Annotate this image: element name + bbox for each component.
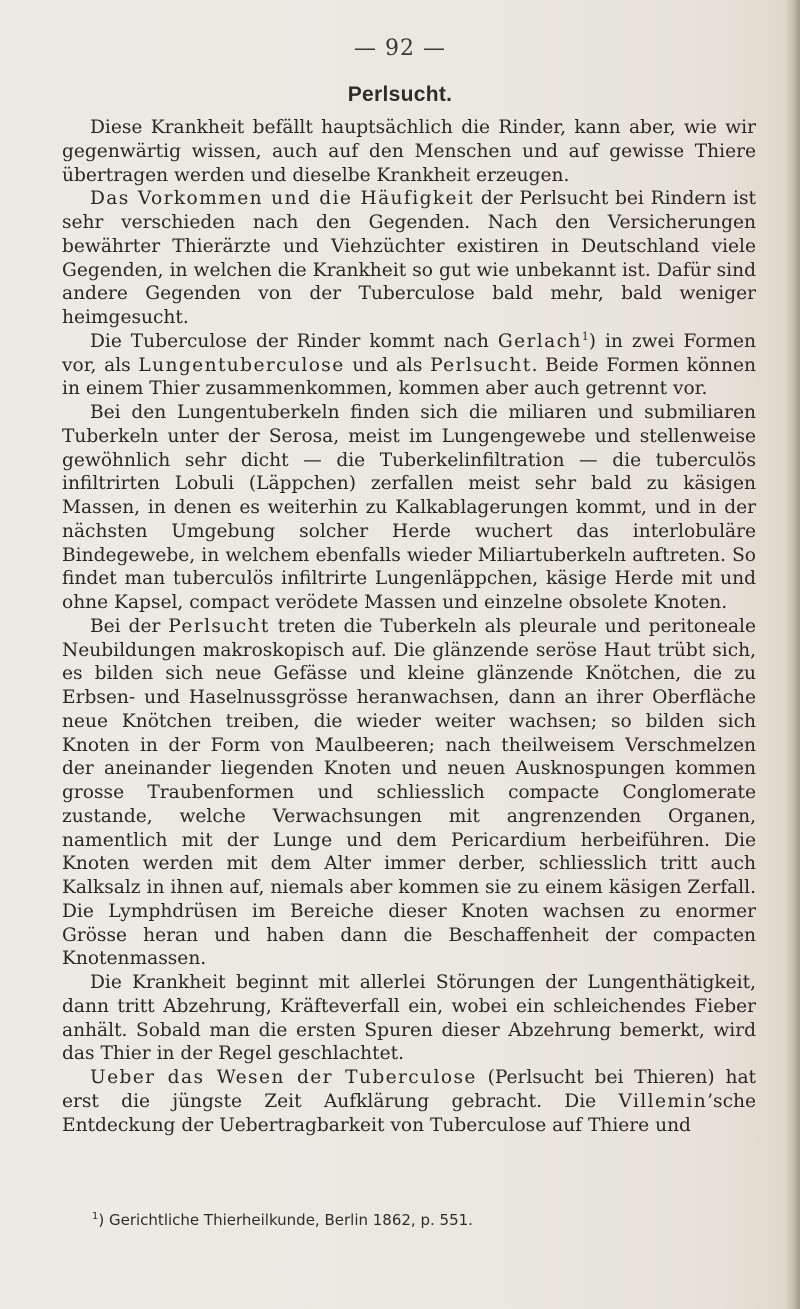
body-text	[62, 116, 756, 1137]
paragraph-2-text: der Perlsucht bei Rindern ist sehr verschieden nach den Gegenden. Nach den Versicherungen bewährter Thierärzte und Viehzüchter existiren in Deutschland viele Gegenden, in welchen die Krankheit so gut wie unbekannt ist. Dafür sind andere Gegenden von der Tuberculose bald mehr, bald weniger heimgesucht.	[62, 188, 756, 328]
page-edge-shadow	[784, 0, 800, 1309]
paragraph-5-pre: Bei der	[90, 615, 169, 637]
paragraph-3-pre: Die Tuberculose der Rinder kommt nach	[90, 330, 498, 352]
paragraph-4	[62, 401, 756, 615]
footnote-text: ) Gerichtliche Thierheilkunde, Berlin 1862, p. 551.	[98, 1211, 473, 1229]
paragraph-3	[62, 330, 756, 401]
footnote-reference: 1	[581, 329, 589, 343]
paragraph-3-and: und als	[344, 354, 431, 376]
term-perlsucht-2: Perlsucht	[168, 615, 270, 637]
term-perlsucht: Perlsucht	[430, 354, 532, 376]
paragraph-7-mid: (Perlsucht bei Thieren) hat erst die jüngste Zeit Aufklärung gebracht. Die	[62, 1067, 757, 1112]
section-heading: Perlsucht.	[347, 83, 453, 106]
paragraph-1-text: Diese Krankheit befällt hauptsächlich die Rinder, kann aber, wie wir gegenwärtig wissen, auch auf den Menschen und auf gewisse Thiere übertragen werden und dieselbe Krankheit erzeugen.	[62, 117, 756, 186]
footnote	[92, 1210, 756, 1230]
paragraph-7	[62, 1066, 756, 1137]
paragraph-2	[62, 187, 756, 330]
paragraph-3-post: . Beide Formen können in einem Thier zusammenkommen, kommen aber auch getrennt vor.	[62, 354, 756, 400]
author-name-gerlach: Gerlach	[497, 330, 582, 352]
paragraph-4-text: Bei den Lungentuberkeln finden sich die miliaren und submiliaren Tuberkeln unter der Serosa, meist im Lungengewebe und stellenweise gewöhnlich sehr dicht — die Tuberkelinfiltration — die tuberculös infiltrirten Lobuli (Läppchen) zerfallen meist sehr bald zu käsigen Massen, in denen es weiterhin zu Kalkablagerungen kommt, und in der nächsten Umgebung solcher Herde wuchert das interlobuläre Bindegewebe, in welchem ebenfalls wieder Miliartuberkeln auftreten. So findet man tuberculös infiltrirte Lungenläppchen, käsige Herde mit und ohne Kapsel, compact verödete Massen und einzelne obsolete Knoten.	[62, 402, 756, 613]
paragraph-6	[62, 971, 756, 1066]
footnote-mark: 1	[92, 1211, 99, 1222]
paragraph-2-lead: Das Vorkommen und die Häufigkeit	[90, 188, 475, 210]
paragraph-5	[62, 615, 756, 971]
page-number: — 92 —	[354, 36, 446, 61]
paragraph-7-lead: Ueber das Wesen der Tuberculose	[90, 1067, 477, 1088]
paragraph-3-mid: ) in zwei Formen vor, als	[62, 330, 756, 376]
paragraph-1	[62, 116, 756, 187]
paragraph-6-text: Die Krankheit beginnt mit allerlei Störungen der Lungenthätigkeit, dann tritt Abzehrung, Kräfteverfall ein, wobei ein schleichendes Fieber anhält. Sobald man die ersten Spuren dieser Abzehrung bemerkt, wird das Thier in der Regel geschlachtet.	[62, 972, 756, 1065]
author-name-villemin: Villemin	[618, 1090, 708, 1112]
paragraph-5-post: treten die Tuberkeln als pleurale und peritoneale Neubildungen makroskopisch auf. Die glänzende seröse Haut trübt sich, es bilden sich neue Gefässe und kleine glänzende Knötchen, die zu Erbsen- und Haselnussgrösse heranwachsen, dann an ihrer Oberfläche neue Knötchen treiben, die wieder weiter wachsen; so bilden sich Knoten in der Form von Maulbeeren; nach theilweisem Verschmelzen der aneinander liegenden Knoten und neuen Ausknospungen kommen grosse Traubenformen und schliesslich compacte Conglomerate zustande, welche Verwachsungen mit angrenzenden Organen, namentlich mit der Lunge und dem Pericardium herbeiführen. Die Knoten werden mit dem Alter immer derber, schliesslich tritt auch Kalksalz in ihnen auf, niemals aber kommen sie zu einem käsigen Zerfall. Die Lymphdrüsen im Bereiche dieser Knoten wachsen zu enormer Grösse heran und haben dann die Beschaffenheit der compacten Knotenmassen.	[62, 615, 756, 970]
term-lungentuberculose: Lungentuberculose	[138, 354, 345, 376]
paragraph-7-post: ’sche Entdeckung der Uebertragbarkeit von Tuberculose auf Thiere und	[62, 1090, 756, 1136]
